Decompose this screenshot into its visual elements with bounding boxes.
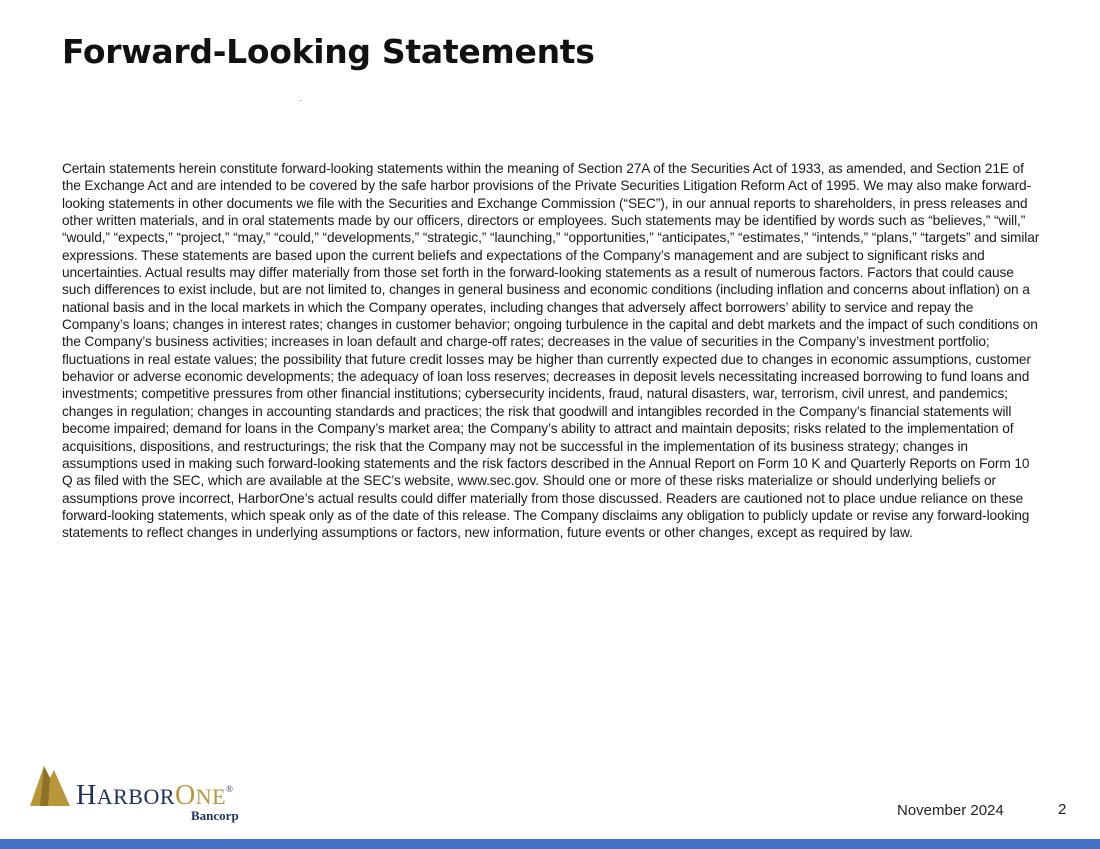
footer-date: November 2024 (897, 802, 1004, 819)
slide-title: Forward-Looking Statements (62, 32, 595, 71)
logo-subtitle: Bancorp (191, 808, 239, 823)
stray-dot (300, 100, 301, 101)
page-number: 2 (1058, 801, 1067, 818)
logo-arbor: ARBOR (96, 784, 176, 809)
registered-mark: ® (226, 784, 234, 794)
harborone-logo (26, 760, 286, 828)
logo-o: O (175, 780, 196, 811)
sail-icon (26, 760, 76, 808)
footer-bar (0, 839, 1100, 849)
logo-ne: NE (195, 784, 227, 809)
disclaimer-paragraph: Certain statements herein constitute forward-looking statements within the meaning of Section 27A of the Securities Act of 1933, as amended, and Section 21E of the Exchange Act and are intended to be covered by the safe harbor provisions of the Private Securities Litigation Reform Act of 1995. We may also make forward-looking statements in other documents we file with the Securities and Exchange Commission (“SEC”), in our annual reports to shareholders, in press releases and other written materials, and in oral statements made by our officers, directors or employees. Such statements may be identified by words such as “believes,” “will,” “would,” “expects,” “project,” “may,” “could,” “developments,” “strategic,” “launching,” “opportunities,” “anticipates,” “estimates,” “intends,” “plans,” “targets” and similar expressions. These statements are based upon the current beliefs and expectations of the Company’s management and are subject to significant risks and uncertainties. Actual results may differ materially from those set forth in the forward-looking statements as a result of numerous factors. Factors that could cause such differences to exist include, but are not limited to, changes in general business and economic conditions (including inflation and concerns about inflation) on a national basis and in the local markets in which the Company operates, including changes that adversely affect borrowers’ ability to service and repay the Company’s loans; changes in interest rates; changes in customer behavior; ongoing turbulence in the capital and debt markets and the impact of such conditions on the Company’s business activities; increases in loan default and charge-off rates; decreases in the value of securities in the Company’s investment portfolio; fluctuations in real estate values; the possibility that future credit losses may be higher than currently expected due to changes in economic assumptions, customer behavior or adverse economic developments; the adequacy of loan loss reserves; decreases in deposit levels necessitating increased borrowing to fund loans and investments; competitive pressures from other financial institutions; cybersecurity incidents, fraud, natural disasters, war, terrorism, civil unrest, and pandemics; changes in regulation; changes in accounting standards and practices; the risk that goodwill and intangibles recorded in the Company’s financial statements will become impaired; demand for loans in the Company’s market area; the Company’s ability to attract and maintain deposits; risks related to the implementation of acquisitions, dispositions, and restructurings; the risk that the Company may not be successful in the implementation of its business strategy; changes in assumptions used in making such forward-looking statements and the risk factors described in the Annual Report on Form 10 K and Quarterly Reports on Form 10 Q as filed with the SEC, which are available at the SEC’s website, www.sec.gov. Should one or more of these risks materialize or should underlying beliefs or assumptions prove incorrect, HarborOne’s actual results could differ materially from those discussed. Readers are cautioned not to place undue reliance on these forward-looking statements, which speak only as of the date of this release. The Company disclaims any obligation to publicly update or revise any forward-looking statements to reflect changes in underlying assumptions or factors, new information, future events or other changes, except as required by law. (62, 161, 1040, 541)
logo-h: H (76, 780, 97, 811)
